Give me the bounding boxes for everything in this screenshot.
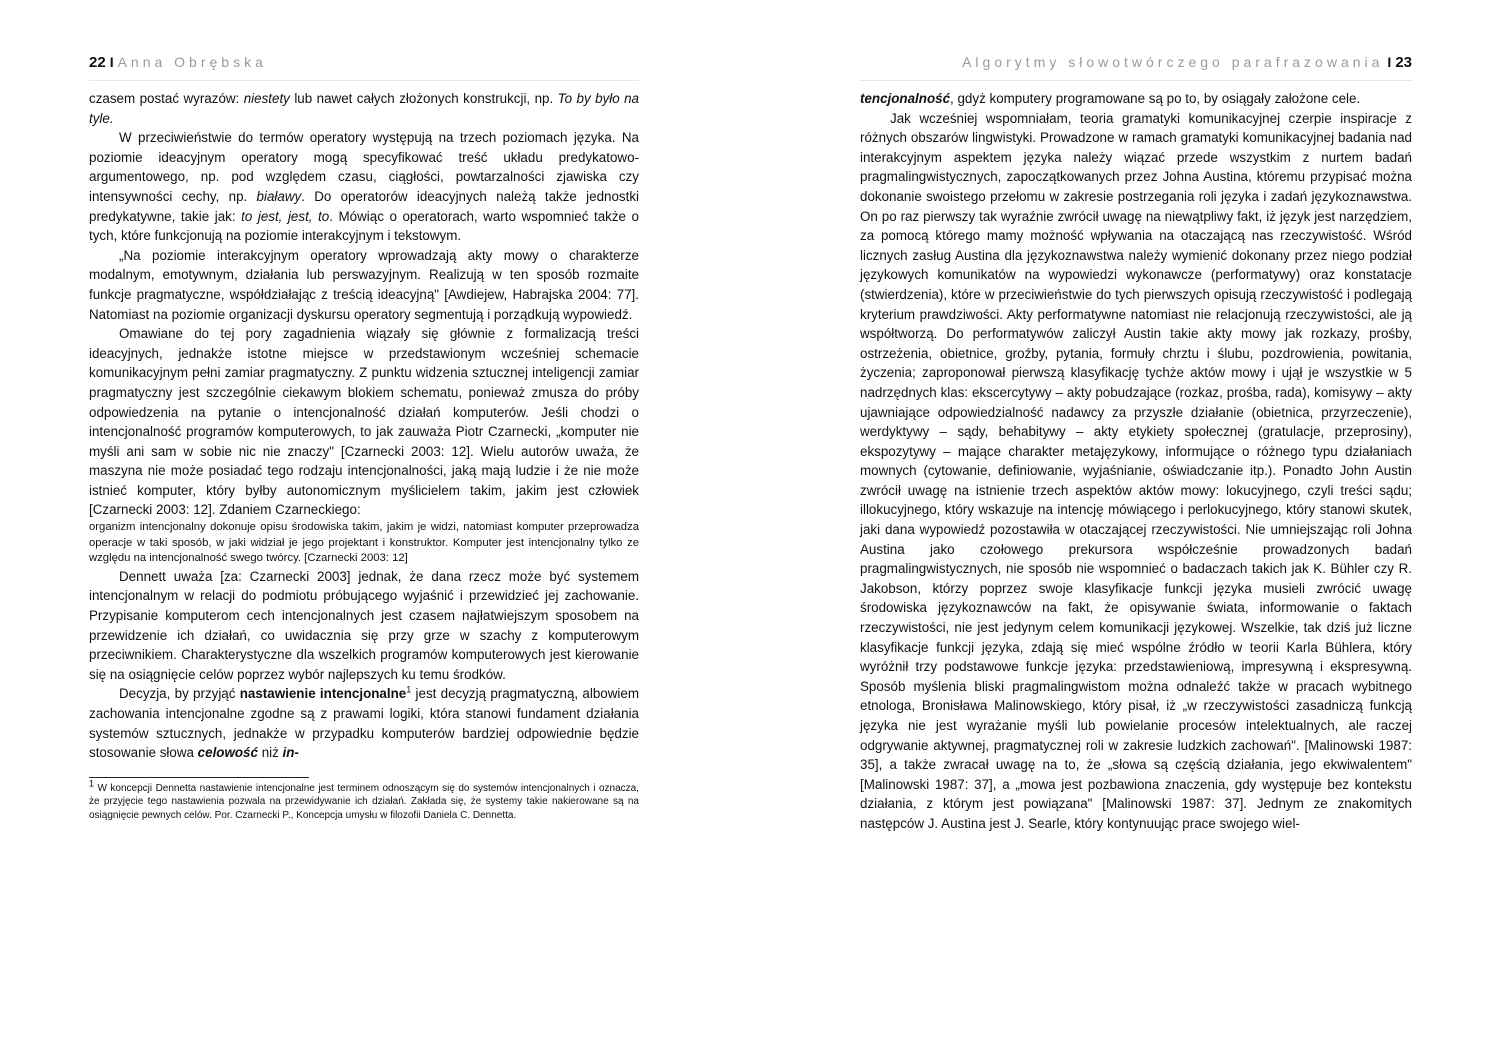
paragraph bbox=[89, 128, 639, 246]
bold-italic-term: in- bbox=[282, 745, 299, 761]
paragraph: Omawiane do tej pory zagadnienia wiązały się głównie z formalizacją treści ideacyjnych, jednakże istotne miejsce w przedstawionym wcześniej schemacie komunikacyjnym pełni zamiar pragmatyczny. Z punktu widzenia sztucznej inteligencji zamiar pragmatyczny jest szczególnie ciekawym blokiem schematu, ponieważ zmusza do próby odpowiedzenia na pytanie o intencjonalność działań komputerów. Jeśli chodzi o intencjonalność programów komputerowych, to jak zauważa Piotr Czarnecki, „komputer nie myśli ani sam w sobie nic nie znaczy" [Czarnecki 2003: 12]. Wielu autorów uważa, że maszyna nie może posiadać tego rodzaju intencjonalności, jaką mają ludzie i że nie może istnieć komputer, który byłby autonomicznym myślicielem takim, jakim jest człowiek [Czarnecki 2003: 12]. Zdaniem Czarneckiego: bbox=[89, 326, 639, 518]
text-run: W przeciwieństwie do termów operatory występują na trzech poziomach języka. Na poziomie ideacyjnym operatory mogą specyfikować treść układu predykatowo-argumentowego, np. pod względem czasu, ciągłości, powtarzalności zjawiska czy intensywności cechy, np. bbox=[89, 130, 639, 204]
text-run: . Mówiąc o operatorach, warto wspomnieć także o tych, które funkcjonują na poziomie interakcyjnym i tekstowym. bbox=[89, 208, 640, 244]
text-run: jest decyzją pragmatyczną, albowiem zachowania intencjonalne zgodne są z prawami logiki, która stanowi fundament działania systemów sztucznych, jednakże w przypadku komputerów bardziej odpowiednie będzie stosowanie słowa bbox=[89, 686, 639, 761]
footnote-divider bbox=[89, 777, 309, 778]
header-separator-left: I bbox=[109, 54, 114, 70]
bold-italic-term: tencjonalność bbox=[860, 91, 951, 106]
text-run: . Do operatorów ideacyjnych należą także jednostki predykatywne, takie jak: bbox=[89, 188, 640, 224]
text-run: Decyzja, by przyjąć bbox=[119, 686, 240, 702]
text-run: niż bbox=[257, 745, 283, 761]
italic-text: niestety bbox=[243, 91, 290, 106]
footnote-text: W koncepcji Dennetta nastawienie intencjonalne jest terminem odnoszącym się do systemów intencjonalnych i oznacza, że przyjęcie tego nastawienia pozwala na przewidywanie ich działań. Zakłada się, że systemy takie nakierowane są na osiągnięcie pewnych celów. Por. Czarnecki P., Koncepcja umysłu w filozofii Daniela C. Dennetta. bbox=[89, 782, 640, 821]
bold-italic-term: celowość bbox=[197, 745, 258, 761]
italic-text: to jest, jest, to bbox=[241, 208, 330, 224]
paragraph: „Na poziomie interakcyjnym operatory wprowadzają akty mowy o charakterze modalnym, emotywnym, działania lub perswazyjnym. Realizują w ten sposób rozmaite funkcje pragmatyczne, współdziałając z treścią ideacyjną" [Awdiejew, Habrajska 2004: 77]. Natomiast na poziomie organizacji dyskursu operatory segmentują i porządkują wypowiedź. bbox=[89, 247, 639, 322]
italic-text: białawy bbox=[256, 188, 302, 204]
paragraph: Jak wcześniej wspomniałam, teoria gramatyki komunikacyjnej czerpie inspiracje z różnych obszarów lingwistyki. Prowadzone w ramach gramatyki komunikacyjnej badania nad interakcyjnym aspektem języka należy wiązać przede wszystkim z nurtem badań pragmalingwistycznych, zapoczątkowanych przez Johna Austina, któremu przypisać można dokonanie swoistego przełomu w zakresie postrzegania roli języka i zadań językoznawstwa. On po raz pierwszy tak wyraźnie zwrócił uwagę na niewątpliwy fakt, iż język jest narzędziem, za pomocą którego mamy możność wpływania na otaczającą nas rzeczywistość. Wśród licznych zasług Austina dla językoznawstwa należy wymienić dokonany przez niego podział językowych komunikatów na wypowiedzi wykonawcze (performatywy) oraz konstatacje (stwierdzenia), które w przeciwieństwie do tych pierwszych opisują rzeczywistość i podlegają kryterium prawdziwości. Akty performatywne natomiast nie relacjonują rzeczywistości, ale ją współtworzą. Do performatywów zaliczył Austin takie akty mowy jak rozkazy, prośby, ostrzeżenia, obietnice, groźby, pytania, formuły chrztu i ślubu, pozdrowienia, powitania, życzenia; zaproponował pierwszą klasyfikację tychże aktów mowy i ujął je wszystkie w 5 nadrzędnych klas: ekscercytywy – akty pobudzające (rozkaz, prośba, rada), komisywy – akty ujawniające odpowiedzialność nadawcy za przyszłe działanie (obietnica, przyrzeczenie), werdyktywy – sądy, behabitywy – akty etykiety społecznej (gratulacje, przeprosiny), ekspozytywy – mające charakter metajęzykowy, informujące o różnego typu działaniach mownych (cytowanie, definiowanie, wyjaśnianie, oświadczanie itp.). Ponadto John Austin zwrócił uwagę na istnienie trzech aspektów aktów mowy: lokucyjnego, czyli treści sądu; illokucyjnego, który wskazuje na intencję mówiącego i perlokucyjnego, który stanowi skutek, jaki dana wypowiedź pozostawiła w otaczającej rzeczywistości. Nie umniejszając roli Johna Austina jako czołowego prekursora współcześnie prowadzonych badań pragmalingwistycznych, nie sposób nie wspomnieć o badaczach takich jak K. Bühler czy R. Jakobson, którzy poprzez swoje klasyfikacje funkcji języka musieli zwrócić uwagę środowiska językoznawców na fakt, że opisywanie świata, informowanie o faktach rzeczywistości, nie jest jedynym celem komunikacji językowej. Wszelkie, tak dziś już liczne klasyfikacje funkcji języka, zdają się mieć wspólne źródło w teorii Karla Bühlera, który wyróżnił trzy podstawowe funkcje języka: przedstawieniową, impresywną i ekspresywną. Sposób myślenia bliski pragmalingwistom można odnaleźć także w pracach wybitnego etnologa, Bronisława Malinowskiego, który pisał, iż „w rzeczywistości zasadniczą funkcją języka nie jest wyrażanie myśli lub powielanie procesów intelektualnych, ale raczej odgrywanie aktywnej, pragmatycznej roli w zakresie ludzkich zachowań". [Malinowski 1987: 35], a także zwracał uwagę na to, że „słowa są częścią działania, jego ekwiwalentem" [Malinowski 1987: 37], a „mowa jest pozbawiona znaczenia, gdy występuje bez kontekstu działania, z którym jest powiązana" [Malinowski 1987: 37]. Jednym ze znakomitych następców J. Austina jest J. Searle, który kontynuując prace swojego wiel- bbox=[860, 110, 1412, 831]
right-body-text bbox=[860, 89, 1412, 834]
paragraph: Dennett uważa [za: Czarnecki 2003] jednak, że dana rzecz może być systemem intencjonalnym w relacji do podmiotu próbującego wyjaśnić i przewidzieć jej zachowanie. Przypisanie komputerom cech intencjonalnych jest czasem najłatwiejszym sposobem na przewidzenie ich działań, co uwidacznia się przy grze w szachy z komputerowym przeciwnikiem. Charakterystyczne dla wszelkich programów komputerowych jest kierowanie się na osiągnięcie celów poprzez wybór najlepszych ku temu środków. bbox=[89, 568, 639, 682]
block-quote: organizm intencjonalny dokonuje opisu środowiska takim, jakim je widzi, natomiast komputer przeprowadza operacje w taki sposób, w jaki widział je jego projektant i konstruktor. Komputer jest intencjonalny tylko ze względu na intencjonalność swego twórcy. [Czarnecki 2003: 12] bbox=[89, 521, 639, 565]
footnote-marker: 1 bbox=[89, 778, 95, 789]
page-number-left: 22 bbox=[89, 54, 106, 71]
left-body-text bbox=[89, 89, 639, 763]
author-name: Anna Obrębska bbox=[117, 54, 267, 70]
footnote bbox=[89, 778, 640, 822]
footnote-reference: 1 bbox=[406, 684, 412, 695]
text-run: czasem postać wyrazów: bbox=[89, 91, 244, 106]
left-running-header bbox=[89, 54, 639, 81]
text-run: , gdyż komputery programowane są po to, by osiągały założone cele. bbox=[950, 91, 1361, 106]
left-page bbox=[89, 0, 639, 1059]
header-separator-right: I bbox=[1387, 54, 1392, 70]
page-number-right: 23 bbox=[1395, 54, 1412, 71]
right-running-header bbox=[860, 54, 1412, 81]
text-run: lub nawet całych złożonych konstrukcji, np. bbox=[289, 91, 558, 106]
italic-text: To by było na tyle. bbox=[89, 91, 639, 126]
paragraph bbox=[89, 89, 639, 128]
right-page bbox=[860, 0, 1412, 1059]
paragraph bbox=[89, 684, 639, 762]
paragraph bbox=[860, 89, 1412, 109]
bold-term: nastawienie intencjonalne bbox=[239, 686, 407, 702]
book-title: Algorytmy słowotwórczego parafrazowania bbox=[962, 54, 1384, 70]
